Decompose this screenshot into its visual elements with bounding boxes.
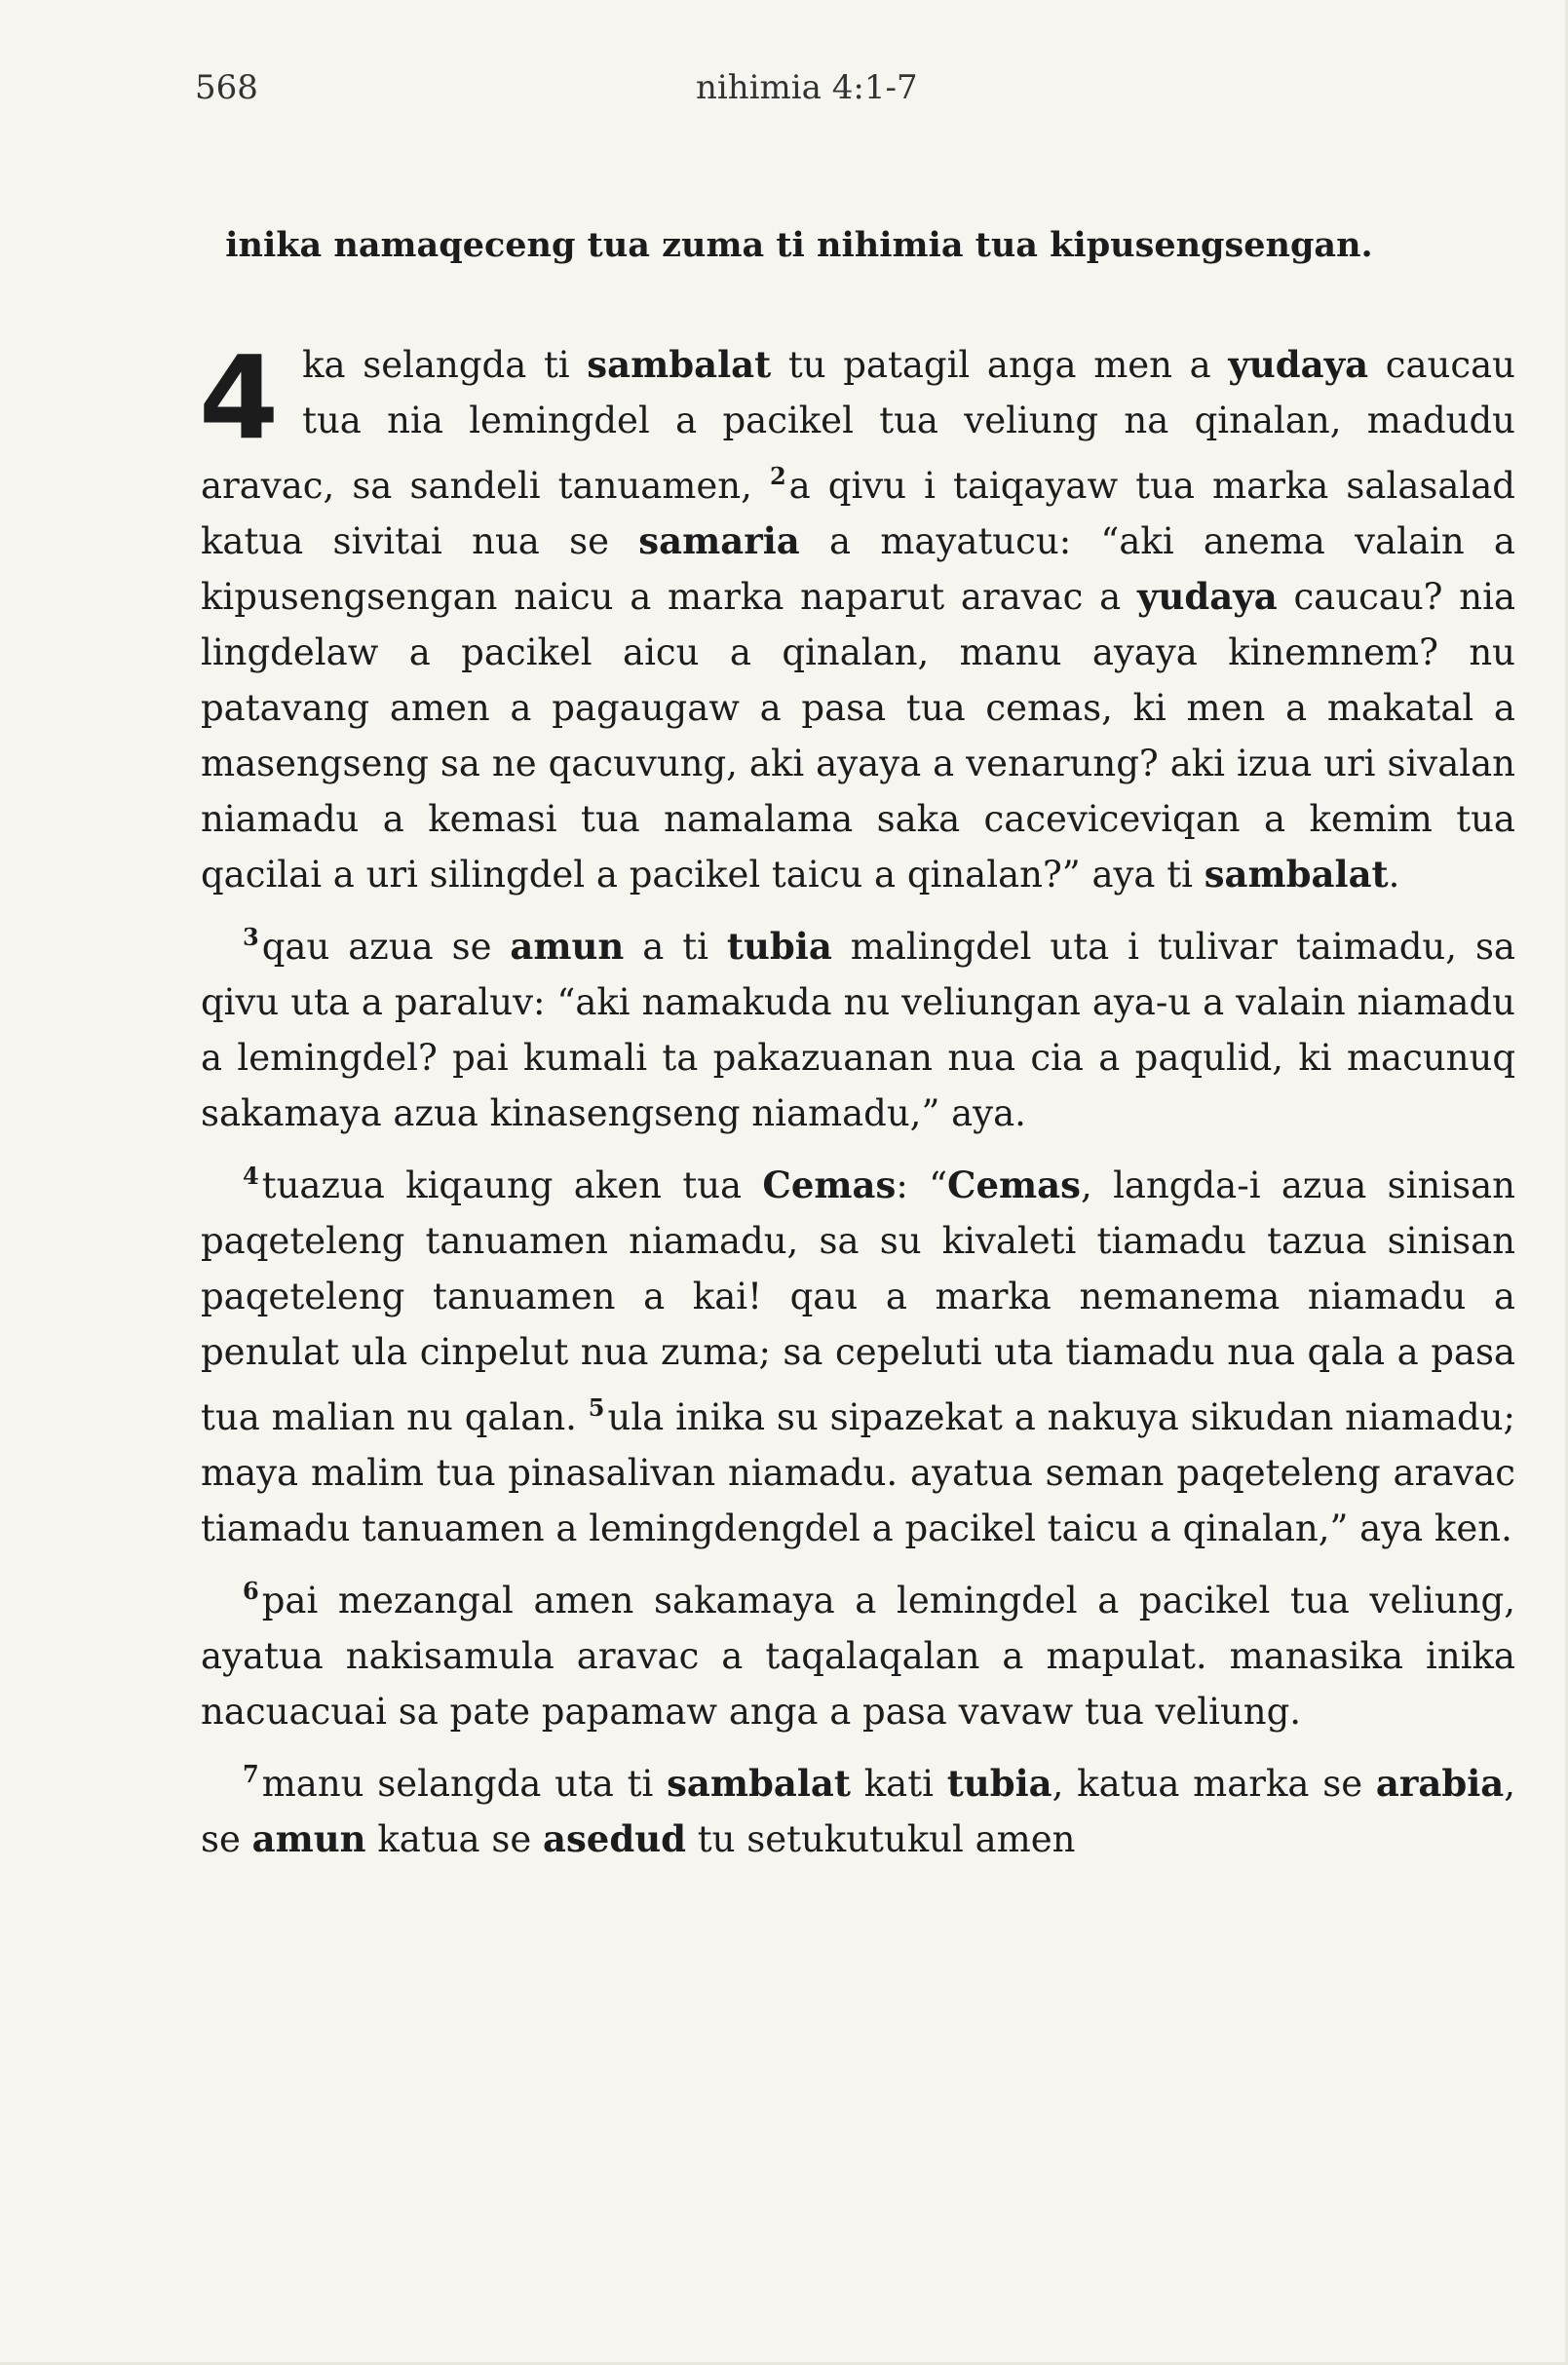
text-run: tuazua kiqaung aken tua [261, 1164, 763, 1206]
verse-number: 2 [769, 462, 786, 490]
verse-number: 7 [243, 1760, 259, 1788]
text-run: pai mezangal amen sakamaya a lemingdel a pacikel tua veliung, ayatua nakisamula aravac a taqalaqalan a mapulat. manasika inika nacuacuai sa pate papamaw anga a pasa vavaw tua veliung. [201, 1580, 1515, 1733]
proper-name: Cemas [947, 1163, 1081, 1206]
text-run: : “ [896, 1164, 948, 1206]
proper-name: amun [251, 1817, 366, 1860]
text-run: caucau? nia lingdelaw a pacikel aicu a qinalan, manu ayaya kinemnem? nu patavang amen a pagaugaw a pasa tua cemas, ki men a makatal a masengseng sa ne qacuvung, aki ayaya a venarung? aki izua uri sivalan niamadu a kemasi tua namalama saka caceviceviqan a kemim tua qacilai a uri silingdel a pacikel taicu a qinalan?” aya ti [201, 576, 1515, 896]
text-run: tu patagil anga men a [771, 344, 1229, 386]
body-text [199, 330, 1515, 1874]
paragraph-1 [199, 330, 1515, 902]
proper-name: yudaya [1136, 575, 1278, 618]
proper-name: tubia [946, 1762, 1052, 1805]
chapter-number: 4 [199, 330, 280, 465]
proper-name: Cemas [762, 1163, 897, 1206]
text-run: tu setukutukul amen [686, 1818, 1076, 1860]
proper-name: sambalat [587, 343, 772, 386]
proper-name: sambalat [667, 1762, 851, 1805]
verse-number: 6 [243, 1577, 259, 1605]
paragraph-4 [201, 1563, 1515, 1739]
paragraph-3 [201, 1148, 1515, 1556]
proper-name: sambalat [1204, 853, 1389, 896]
text-run: qau azua se [261, 926, 511, 968]
verse-number: 5 [588, 1393, 605, 1422]
text-run: a ti [624, 926, 727, 968]
proper-name: yudaya [1228, 343, 1369, 386]
text-run: , katua marka se [1052, 1763, 1376, 1805]
text-run: ka selangda ti [302, 344, 588, 386]
proper-name: tubia [726, 925, 832, 968]
text-run: a mayatucu: “aki anema valain a kipusengsengan naicu a marka naparut aravac a [201, 520, 1515, 618]
text-run: malingdel uta i tulivar taimadu, sa qivu uta a paraluv: “aki namakuda nu veliungan aya-u a valain niamadu a lemingdel? pai kumali ta pakazuanan nua cia a paqulid, ki macunuq sakamaya azua kinasengseng niamadu,” aya. [201, 926, 1515, 1134]
page-number: 568 [195, 68, 258, 107]
section-heading: inika namaqeceng tua zuma ti nihimia tua kipusengsengan. [225, 225, 1373, 265]
paragraph-5 [201, 1746, 1515, 1867]
verse-number: 3 [243, 923, 259, 951]
paragraph-2 [201, 909, 1515, 1141]
verse-number: 4 [243, 1162, 259, 1190]
text-run: manu selangda uta ti [261, 1763, 668, 1805]
text-run: caucau tua nia lemingdel a pacikel tua veliung na qinalan, madudu aravac, sa sandeli tanuamen, [201, 344, 1515, 507]
running-title: nihimia 4:1-7 [696, 68, 918, 107]
running-header [195, 68, 918, 107]
text-run: katua se [365, 1818, 543, 1860]
text-run: kati [851, 1763, 947, 1805]
proper-name: arabia [1375, 1762, 1505, 1805]
text-run: , langda-i azua sinisan paqeteleng tanuamen niamadu, sa su kivaleti tiamadu tazua sinisan paqeteleng tanuamen a kai! qau a marka nemanema niamadu a penulat ula cinpelut nua zuma; sa cepeluti uta tiamadu nua qala a pasa tua malian nu qalan. [201, 1164, 1515, 1438]
proper-name: amun [510, 925, 625, 968]
text-run: , se [201, 1763, 1515, 1860]
proper-name: asedud [543, 1817, 686, 1860]
text-run: ula inika su sipazekat a nakuya sikudan niamadu; maya malim tua pinasalivan niamadu. ayatua seman paqeteleng aravac tiamadu tanuamen a lemingdengdel a pacikel taicu a qinalan,” aya ken. [201, 1396, 1515, 1549]
text-run: a qivu i taiqayaw tua marka salasalad katua sivitai nua se [201, 465, 1515, 562]
text-run: . [1388, 854, 1400, 896]
proper-name: samaria [638, 519, 800, 562]
